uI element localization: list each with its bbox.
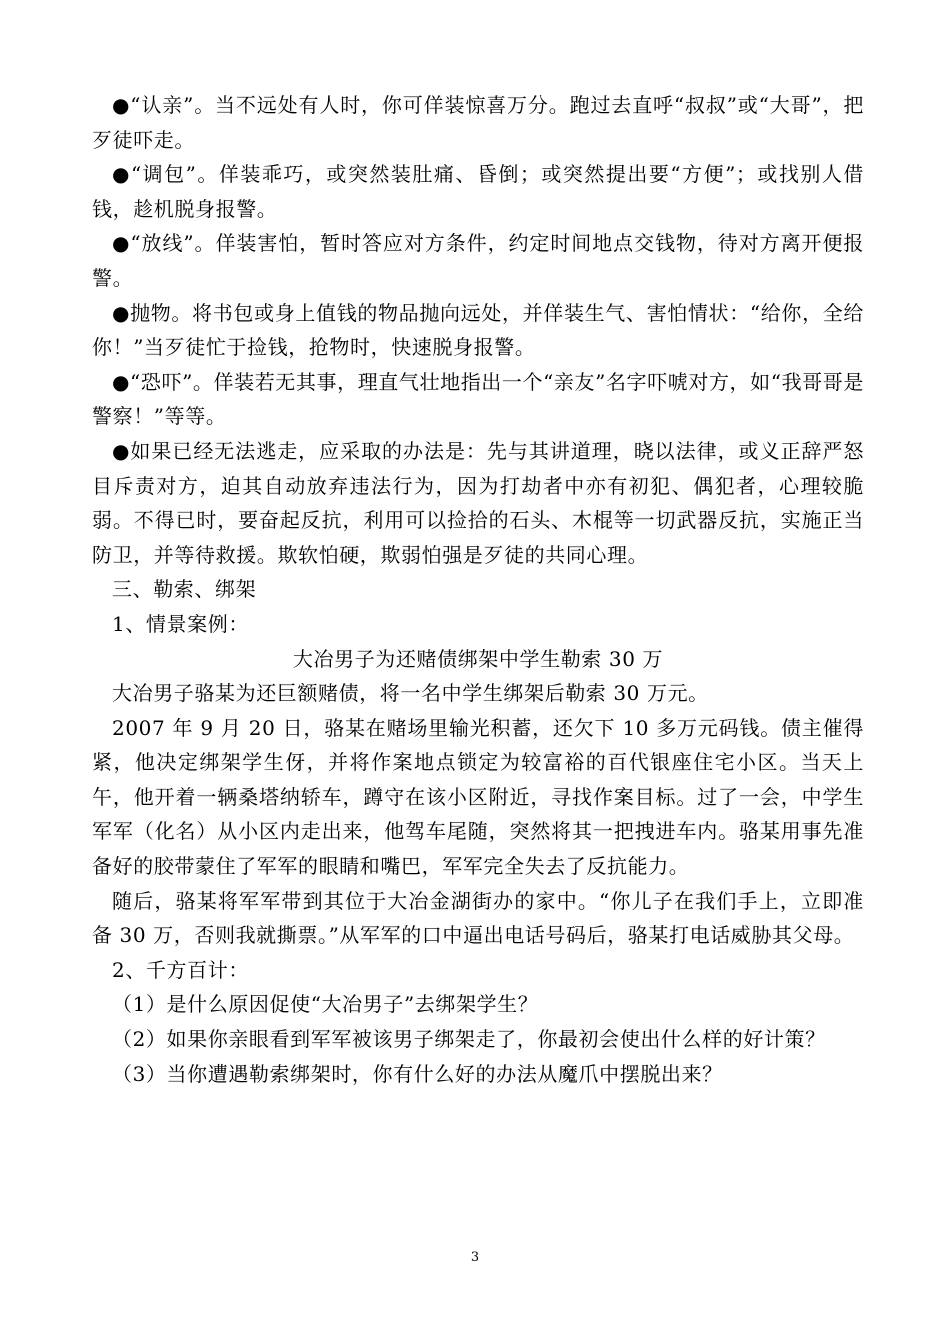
- paragraph-konghe: ●“恐吓”。佯装若无其事，理直气壮地指出一个“亲友”名字吓唬对方，如“我哥哥是警察！”等等。: [92, 369, 864, 429]
- case-title: 大冶男子为还赌债绑架中学生勒索 30 万: [292, 646, 664, 671]
- case-paragraph-2: 2007 年 9 月 20 日，骆某在赌场里输光积蓄，还欠下 10 多万元码钱。债主催得紧，他决定绑架学生伢，并将作案地点锁定为较富裕的百代银座住宅小区。当天上午，他开着一辆桑塔纳轿车，蹲守在该小区附近，寻找作案目标。过了一会，中学生军军（化名）从小区内走出来，他驾车尾随，突然将其一把拽进车内。骆某用事先准备好的胶带蒙住了军军的眼睛和嘴巴，军军完全失去了反抗能力。: [92, 715, 864, 879]
- document-body: [92, 88, 864, 1091]
- subheading-case: 1、情景案例：: [112, 611, 249, 636]
- page-number: 3: [470, 1250, 480, 1265]
- question-2: （2）如果你亲眼看到军军被该男子绑架走了，你最初会使出什么样的好计策？: [112, 1027, 826, 1052]
- case-paragraph-1: 大冶男子骆某为还巨额赌债，将一名中学生绑架后勒索 30 万元。: [112, 681, 709, 706]
- paragraph-diaobao: ●“调包”。佯装乖巧，或突然装肚痛、昏倒；或突然提出要“方便”；或找别人借钱，趁机脱身报警。: [92, 162, 864, 221]
- paragraph-fangxian: ●“放线”。佯装害怕，暂时答应对方条件，约定时间地点交钱物，待对方离开便报警。: [92, 231, 864, 290]
- section-heading-extortion: 三、勒索、绑架: [112, 577, 257, 602]
- paragraph-cannot-escape: ●如果已经无法逃走，应采取的办法是：先与其讲道理，晓以法律，或义正辞严怒目斥责对方，迫其自动放弃违法行为，因为打劫者中亦有初犯、偶犯者，心理较脆弱。不得已时，要奋起反抗，利用可以捡拾的石头、木棍等一切武器反抗，实施正当防卫，并等待救援。欺软怕硬，欺弱怕强是歹徒的共同心理。: [92, 438, 864, 567]
- paragraph-renqin: ●“认亲”。当不远处有人时，你可佯装惊喜万分。跑过去直呼“叔叔”或“大哥”，把歹徒吓走。: [92, 93, 864, 152]
- subheading-questions: 2、千方百计：: [112, 957, 249, 982]
- case-paragraph-3: 随后，骆某将军军带到其位于大冶金湖街办的家中。“你儿子在我们手上，立即准备 30 万，否则我就撕票。”从军军的口中逼出电话号码后，骆某打电话威胁其父母。: [92, 888, 864, 948]
- question-1: （1）是什么原因促使“大冶男子”去绑架学生？: [112, 992, 539, 1017]
- question-3: （3）当你遭遇勒索绑架时，你有什么好的办法从魔爪中摆脱出来？: [112, 1061, 723, 1086]
- paragraph-paowu: ●抛物。将书包或身上值钱的物品抛向远处，并佯装生气、害怕情状：“给你，全给你！”当歹徒忙于捡钱，抢物时，快速脱身报警。: [92, 300, 864, 360]
